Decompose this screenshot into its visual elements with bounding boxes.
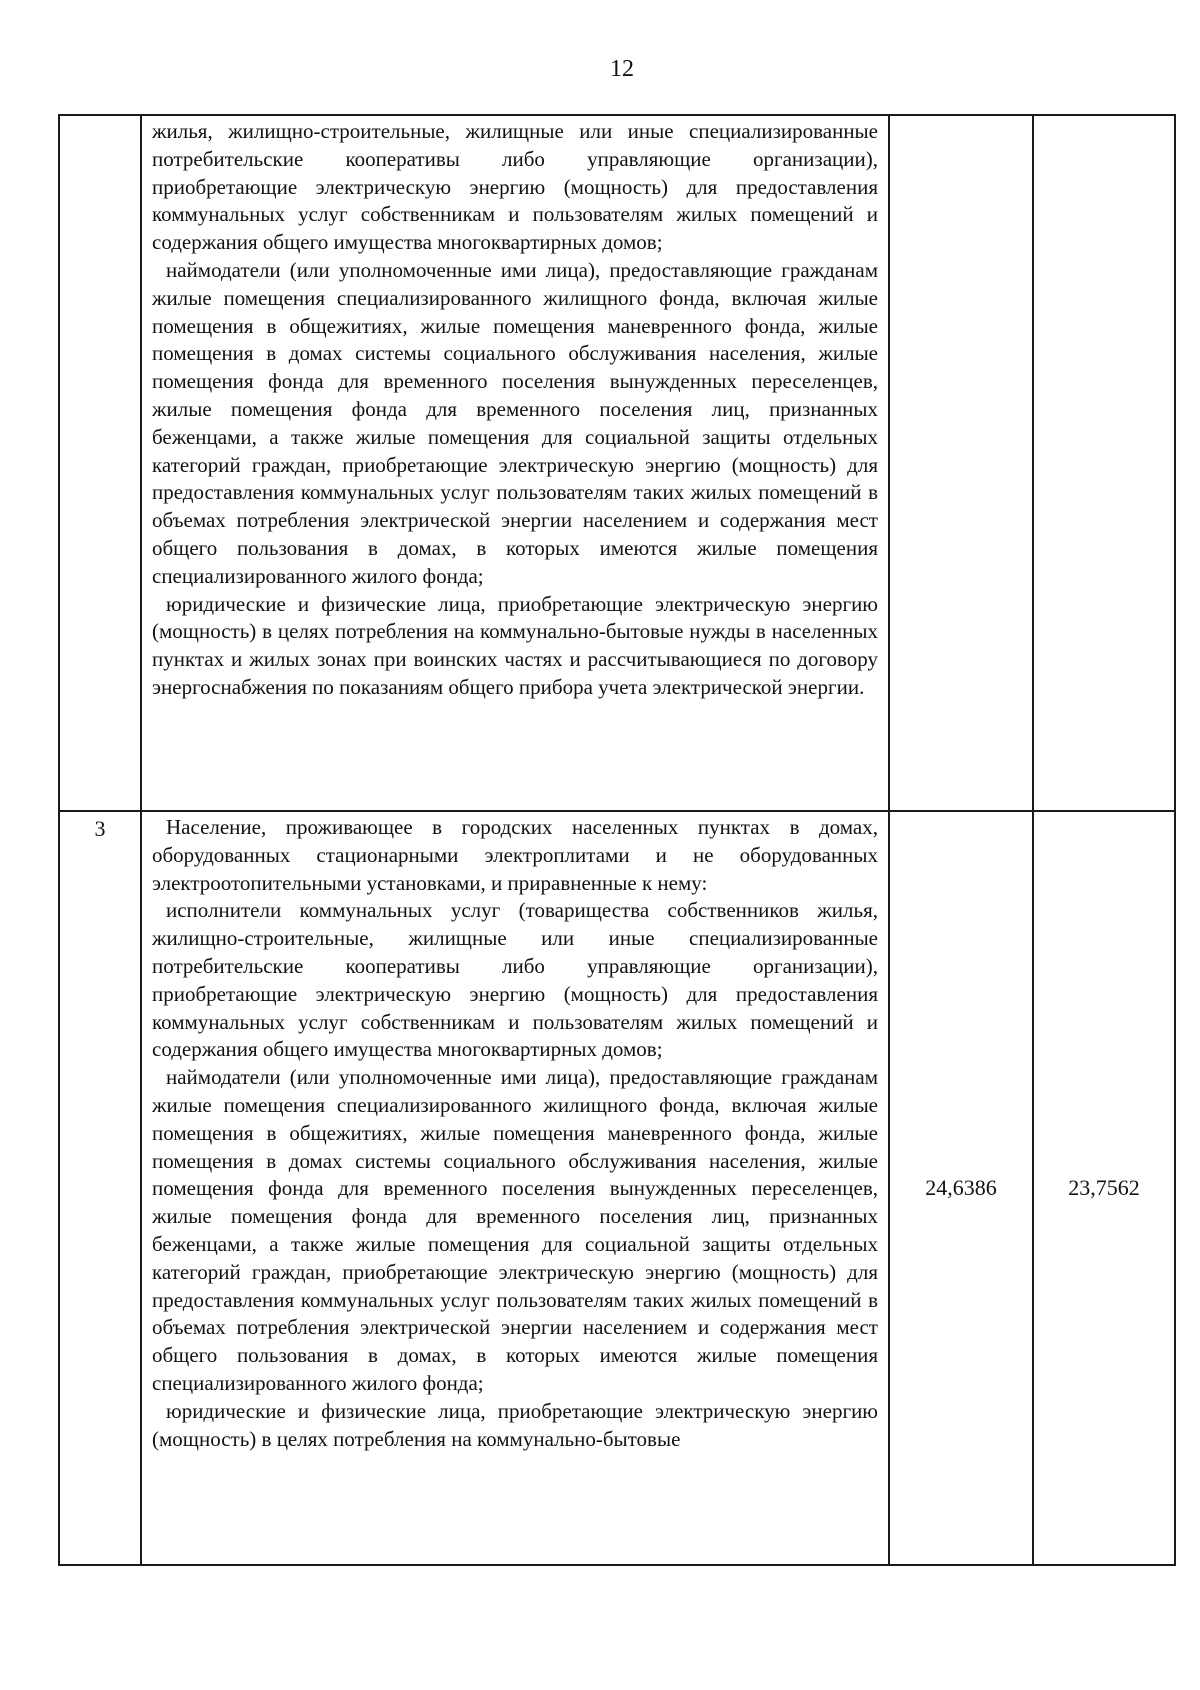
description-paragraph: исполнители коммунальных услуг (товарищества собственников жилья, жилищно-строительные, жилищные или иные специализированные потребительские кооперативы либо управляющие организации), приобретающие электрическую энергию (мощность) для предоставления коммунальных услуг собственникам и пользователям жилых помещений и содержания общего имущества многоквартирных домов; bbox=[152, 898, 878, 1062]
description-paragraph: юридические и физические лица, приобретающие электрическую энергию (мощность) в целях потребления на коммунально-бытовые нужды в населенных пунктах и жилых зонах при воинских частях и рассчитывающиеся по договору энергоснабжения по показаниям общего прибора учета электрической энергии. bbox=[152, 591, 878, 699]
description-paragraph: жилья, жилищно-строительные, жилищные или иные специализированные потребительские кооперативы либо управляющие организации), приобретающие электрическую энергию (мощность) для предоставления коммунальных услуг собственникам и пользователям жилых помещений и содержания общего имущества многоквартирных домов; bbox=[152, 119, 878, 255]
tariff-value-2-cell: 23,7562 bbox=[1033, 811, 1175, 1565]
page-number: 12 bbox=[610, 56, 634, 82]
row-number-cell bbox=[59, 115, 141, 811]
tariff-value-2-cell bbox=[1033, 115, 1175, 811]
description-paragraph: юридические и физические лица, приобретающие электрическую энергию (мощность) в целях потребления на коммунально-бытовые bbox=[152, 1398, 878, 1451]
row-number-cell: 3 bbox=[59, 811, 141, 1565]
tariff-value-1-cell: 24,6386 bbox=[889, 811, 1033, 1565]
tariff-value-1-cell bbox=[889, 115, 1033, 811]
description-paragraph: наймодатели (или уполномоченные ими лица), предоставляющие гражданам жилые помещения специализированного жилищного фонда, включая жилые помещения в общежитиях, жилые помещения маневренного фонда, жилые помещения в домах системы социального обслуживания населения, жилые помещения фонда для временного поселения вынужденных переселенцев, жилые помещения фонда для временного поселения лиц, признанных беженцами, а также жилые помещения для социальной защиты отдельных категорий граждан, приобретающие электрическую энергию (мощность) для предоставления коммунальных услуг пользователям таких жилых помещений в объемах потребления электрической энергии населением и содержания мест общего пользования в домах, в которых имеются жилые помещения специализированного жилого фонда; bbox=[152, 257, 878, 588]
consumer-description-cell bbox=[141, 115, 889, 811]
consumer-description-cell bbox=[141, 811, 889, 1565]
table-row bbox=[59, 115, 1175, 811]
description-paragraph: наймодатели (или уполномоченные ими лица), предоставляющие гражданам жилые помещения специализированного жилищного фонда, включая жилые помещения в общежитиях, жилые помещения маневренного фонда, жилые помещения в домах системы социального обслуживания населения, жилые помещения фонда для временного поселения вынужденных переселенцев, жилые помещения фонда для временного поселения лиц, признанных беженцами, а также жилые помещения для социальной защиты отдельных категорий граждан, приобретающие электрическую энергию (мощность) для предоставления коммунальных услуг пользователям таких жилых помещений в объемах потребления электрической энергии населением и содержания мест общего пользования в домах, в которых имеются жилые помещения специализированного жилого фонда; bbox=[152, 1065, 878, 1395]
tariff-table bbox=[58, 114, 1176, 1566]
table-row bbox=[59, 811, 1175, 1565]
description-paragraph: Население, проживающее в городских населенных пунктах в домах, оборудованных стационарными электроплитами и не оборудованных электроотопительными установками, и приравненные к нему: bbox=[152, 815, 878, 895]
